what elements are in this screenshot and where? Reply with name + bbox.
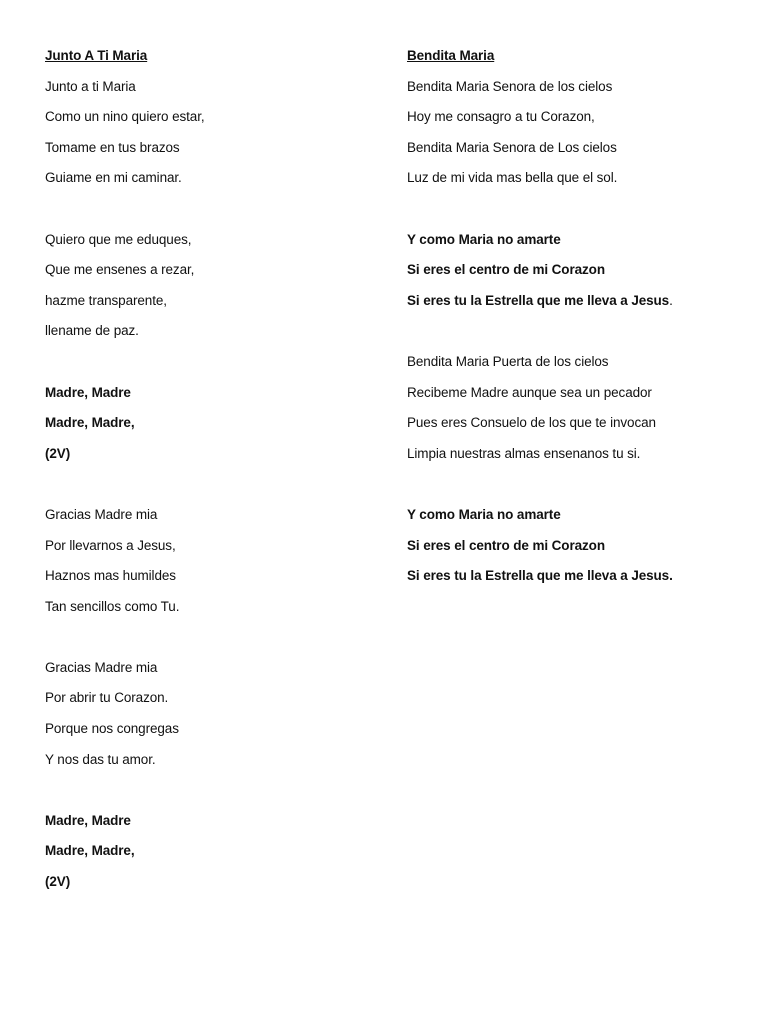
- stanza-break: [407, 199, 747, 218]
- lyric-text: Si eres tu la Estrella que me lleva a Jesus.: [407, 568, 673, 584]
- lyric-line: [407, 444, 747, 463]
- lyric-line: [45, 260, 375, 279]
- stanza-break: [407, 474, 747, 493]
- lyric-text: Hoy me consagro a tu Corazon,: [407, 109, 595, 125]
- lyric-line: [45, 230, 375, 249]
- lyric-line: [45, 505, 375, 524]
- lyric-text: Como un nino quiero estar,: [45, 109, 205, 125]
- chorus-line: [407, 536, 747, 555]
- lyric-text: Si eres el centro de mi Corazon: [407, 262, 605, 278]
- lyric-text: hazme transparente,: [45, 292, 167, 308]
- lyric-line: [45, 291, 375, 310]
- right-song-title: Bendita Maria: [407, 48, 495, 63]
- stanza-break: [45, 780, 375, 799]
- lyric-text: Gracias Madre mia: [45, 506, 158, 522]
- lyric-text: Bendita Maria Senora de los cielos: [407, 78, 613, 94]
- chorus-line: [45, 841, 375, 860]
- chorus-line: [45, 383, 375, 402]
- chorus-line: [45, 444, 375, 463]
- lyric-line: [407, 383, 747, 402]
- chorus-line: [407, 566, 747, 585]
- lyric-text: Gracias Madre mia: [45, 659, 158, 675]
- lyric-text: Recibeme Madre aunque sea un pecador: [407, 384, 652, 400]
- lyric-line: [45, 566, 375, 585]
- lyric-line: [45, 658, 375, 677]
- chorus-line: [45, 872, 375, 891]
- stanza-break: [45, 474, 375, 493]
- chorus-line: [407, 505, 747, 524]
- lyric-suffix: .: [669, 292, 673, 308]
- lyric-line: [45, 688, 375, 707]
- stanza-break: [45, 199, 375, 218]
- lyric-text: Haznos mas humildes: [45, 568, 176, 584]
- left-song-lyrics: [45, 77, 375, 891]
- lyric-line: [45, 719, 375, 738]
- lyric-text: llename de paz.: [45, 323, 139, 339]
- lyric-line: [45, 138, 375, 157]
- lyric-line: [407, 352, 747, 371]
- lyric-text: Porque nos congregas: [45, 721, 179, 737]
- lyric-line: [45, 536, 375, 555]
- lyric-text: Limpia nuestras almas ensenanos tu si.: [407, 445, 641, 461]
- lyric-text: Guiame en mi caminar.: [45, 170, 182, 186]
- lyric-line: [407, 77, 747, 96]
- lyric-text: Por llevarnos a Jesus,: [45, 537, 176, 553]
- left-song-title: Junto A Ti Maria: [45, 48, 148, 63]
- left-song-column: [45, 46, 375, 903]
- lyric-line: [45, 750, 375, 769]
- lyric-text: Madre, Madre,: [45, 415, 135, 431]
- lyric-text: Y como Maria no amarte: [407, 506, 561, 522]
- lyric-text: (2V): [45, 445, 71, 461]
- lyric-text: Pues eres Consuelo de los que te invocan: [407, 415, 656, 431]
- chorus-line: [407, 260, 747, 279]
- lyric-text: Y como Maria no amarte: [407, 231, 561, 247]
- right-song-lyrics: [407, 77, 747, 586]
- lyric-line: [45, 168, 375, 187]
- stanza-break: [45, 352, 375, 371]
- right-song-column: [407, 46, 747, 597]
- lyric-text: Quiero que me eduques,: [45, 231, 192, 247]
- lyric-text: Madre, Madre: [45, 812, 131, 828]
- lyric-line: [45, 321, 375, 340]
- lyric-line: [407, 413, 747, 432]
- lyric-text: Si eres tu la Estrella que me lleva a Jesus: [407, 292, 670, 308]
- chorus-line: [45, 413, 375, 432]
- lyric-text: (2V): [45, 874, 71, 890]
- lyric-text: Por abrir tu Corazon.: [45, 690, 169, 706]
- lyric-text: Tan sencillos como Tu.: [45, 598, 180, 614]
- lyric-text: Si eres el centro de mi Corazon: [407, 537, 605, 553]
- lyric-line: [407, 107, 747, 126]
- stanza-break: [45, 627, 375, 646]
- lyric-line: [407, 168, 747, 187]
- lyric-line: [407, 138, 747, 157]
- lyric-text: Junto a ti Maria: [45, 78, 136, 94]
- lyric-text: Madre, Madre,: [45, 843, 135, 859]
- lyric-text: Que me ensenes a rezar,: [45, 262, 195, 278]
- lyric-text: Bendita Maria Puerta de los cielos: [407, 353, 609, 369]
- lyric-line: [45, 107, 375, 126]
- chorus-line: [45, 811, 375, 830]
- lyric-text: Madre, Madre: [45, 384, 131, 400]
- chorus-line: [407, 291, 747, 310]
- chorus-line: [407, 230, 747, 249]
- lyric-line: [45, 597, 375, 616]
- lyric-text: Bendita Maria Senora de Los cielos: [407, 139, 617, 155]
- lyric-text: Tomame en tus brazos: [45, 139, 180, 155]
- lyric-text: Luz de mi vida mas bella que el sol.: [407, 170, 618, 186]
- lyric-text: Y nos das tu amor.: [45, 751, 156, 767]
- stanza-break: [407, 321, 747, 340]
- lyric-line: [45, 77, 375, 96]
